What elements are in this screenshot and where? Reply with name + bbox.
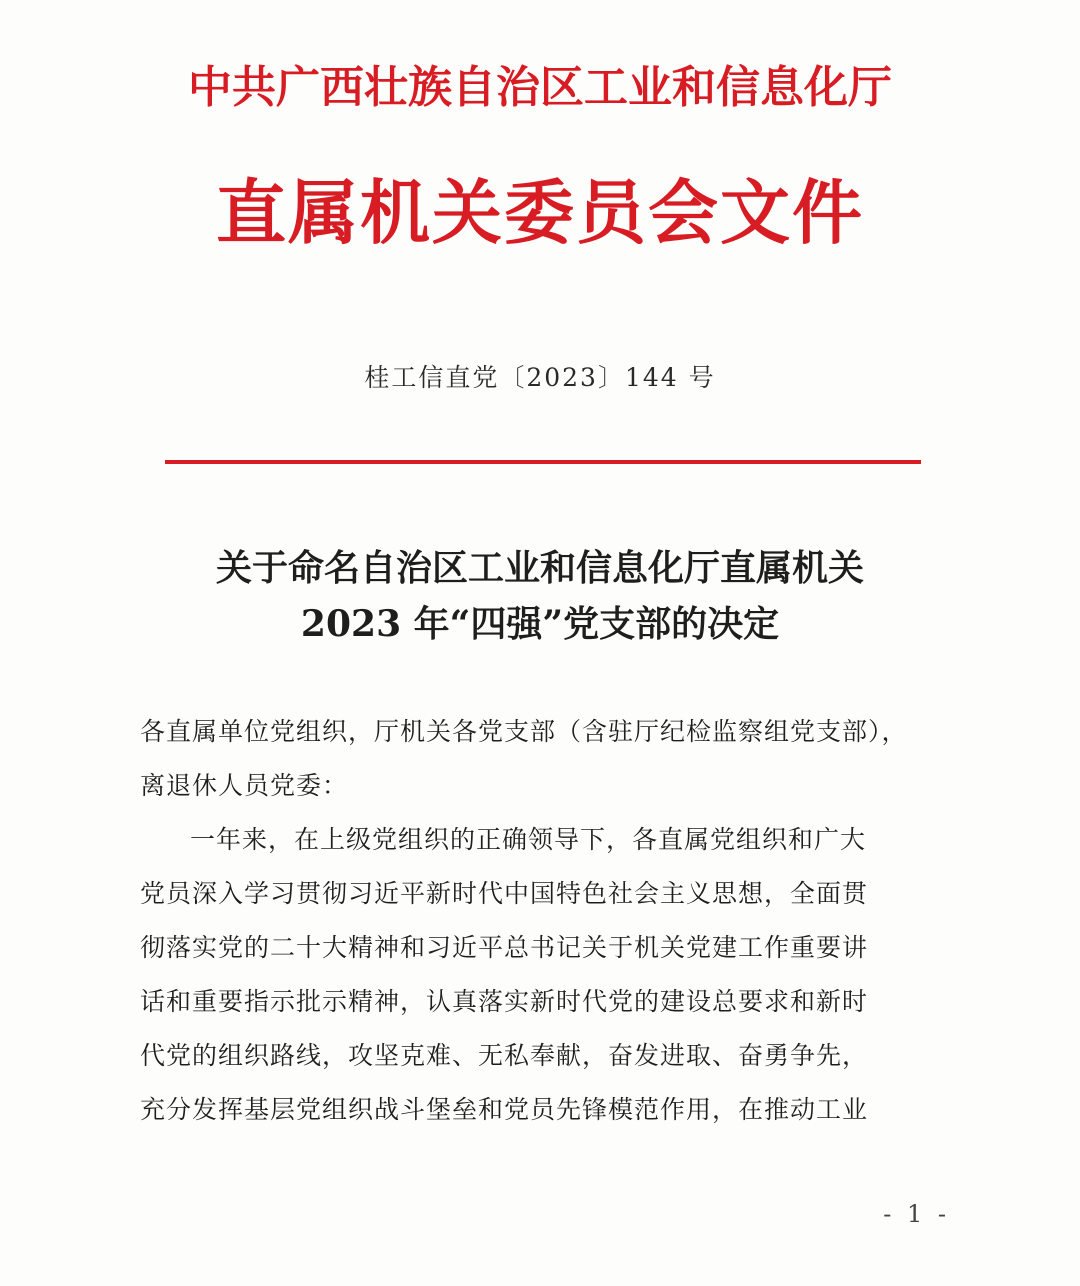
body-line: 离退休人员党委： <box>140 771 349 800</box>
red-divider-line <box>165 460 921 464</box>
body-line: 彻落实党的二十大精神和习近平总书记关于机关党建工作重要讲 <box>140 933 869 962</box>
body-line: 充分发挥基层党组织战斗堡垒和党员先锋模范作用，在推动工业 <box>140 1095 869 1124</box>
document-number: 桂工信直党〔2023〕144 号 <box>364 363 716 392</box>
body-line: 一年来，在上级党组织的正确领导下，各直属党组织和广大 <box>190 825 867 854</box>
issuing-organization: 中共广西壮族自治区工业和信息化厅 <box>188 62 892 113</box>
document-type-heading: 直属机关委员会文件 <box>216 172 864 254</box>
body-line: 话和重要指示批示精神，认真落实新时代党的建设总要求和新时 <box>140 987 869 1016</box>
page-number: - 1 - <box>883 1200 950 1228</box>
body-line: 党员深入学习贯彻习近平新时代中国特色社会主义思想，全面贯 <box>140 879 869 908</box>
document-body <box>140 705 955 1137</box>
body-line: 代党的组织路线，攻坚克难、无私奉献，奋发进取、奋勇争先， <box>140 1041 869 1070</box>
title-line-1: 关于命名自治区工业和信息化厅直属机关 <box>215 547 864 589</box>
body-line: 各直属单位党组织，厅机关各党支部（含驻厅纪检监察组党支部）， <box>140 717 908 746</box>
document-title <box>0 540 1080 652</box>
title-line-2: 2023 年“四强”党支部的决定 <box>300 603 780 645</box>
